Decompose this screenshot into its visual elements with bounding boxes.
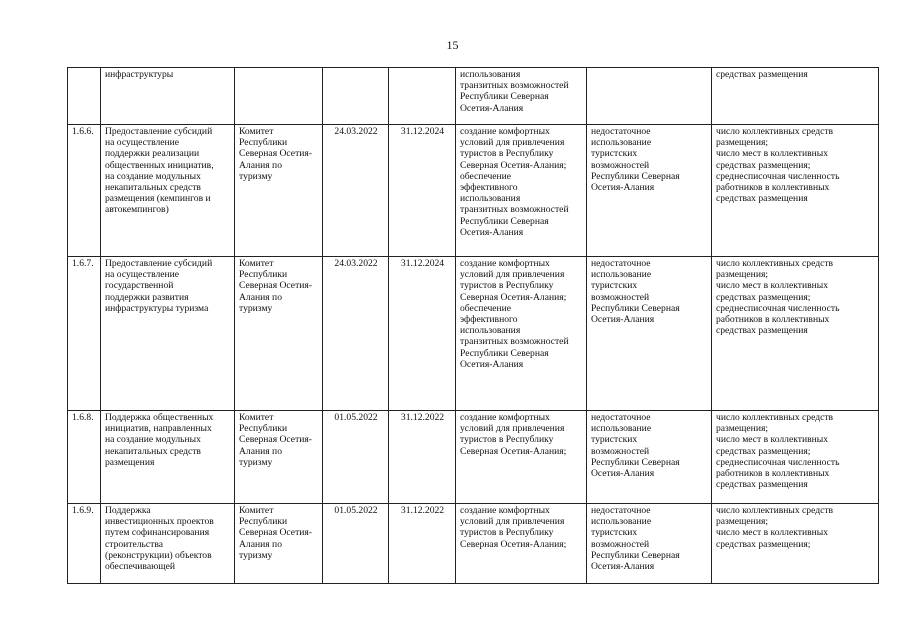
indicator-cell xyxy=(712,411,879,504)
cell-text-line: туристов в Республику xyxy=(460,434,554,446)
end-date-cell xyxy=(389,257,456,411)
executor-cell xyxy=(235,68,323,125)
indicator-cell xyxy=(712,504,879,584)
cell-text-line: Поддержка xyxy=(105,505,151,516)
cell-text-line: Алания по xyxy=(239,159,282,171)
cell-text-line: число коллективных средств xyxy=(716,412,834,423)
cell-text-line: некапитальных средств xyxy=(105,445,201,457)
table-row xyxy=(68,257,879,411)
cell-text-line: размещения; xyxy=(716,516,769,528)
table-row xyxy=(68,125,879,257)
cell-text-line: Осетия-Алания xyxy=(591,314,655,326)
cell-text: 1.6.9. xyxy=(72,505,94,516)
consequence-cell xyxy=(587,411,712,504)
page-number: 15 xyxy=(446,38,459,52)
cell-text-line: число коллективных средств xyxy=(716,126,834,137)
cell-text-line: поддержки реализации xyxy=(105,148,200,160)
cell-text-line: Предоставление субсидий xyxy=(105,258,213,269)
cell-text-line: работников в коллективных xyxy=(716,468,830,480)
cell-text-line: туризму xyxy=(239,302,273,314)
cell-text-line: среднесписочная численность xyxy=(716,170,840,182)
cell-text-line: обеспечивающей xyxy=(105,561,176,573)
cell-text-line: использования xyxy=(460,325,521,337)
cell-text: 01.05.2022 xyxy=(334,412,378,423)
cell-text-line: инвестиционных проектов xyxy=(105,516,214,528)
cell-text-line: использования xyxy=(460,69,521,80)
indicator-cell xyxy=(712,125,879,257)
cell-text-line: Республики Северная xyxy=(591,170,680,182)
cell-text-line: Республики xyxy=(239,423,288,435)
cell-text: 24.03.2022 xyxy=(334,258,378,269)
cell-text-line: средствах размещения xyxy=(716,69,808,80)
cell-text-line: некапитальных средств xyxy=(105,182,201,194)
cell-text-line: Республики Северная xyxy=(460,347,549,359)
cell-text-line: средствах размещения; xyxy=(716,445,811,457)
cell-text-line: средствах размещения xyxy=(716,325,808,337)
cell-text-line: на создание модульных xyxy=(105,170,201,182)
cell-text-line: общественных инициатив, xyxy=(105,159,214,171)
cell-text: 1.6.6. xyxy=(72,126,94,137)
cell-text-line: Комитет xyxy=(239,258,274,269)
table-row xyxy=(68,504,879,584)
table-row xyxy=(68,411,879,504)
cell-text-line: использование xyxy=(591,423,652,435)
cell-text-line: недостаточное xyxy=(591,412,651,423)
cell-text-line: условий для привлечения xyxy=(460,137,565,149)
cell-text-line: автокемпингов) xyxy=(105,204,169,216)
cell-text-line: транзитных возможностей xyxy=(460,336,569,348)
cell-text-line: число мест в коллективных xyxy=(716,148,828,160)
cell-text-line: транзитных возможностей xyxy=(460,204,569,216)
measure-name-cell xyxy=(101,504,235,584)
cell-text-line: Республики xyxy=(239,269,288,281)
cell-text-line: туристских xyxy=(591,280,638,292)
start-date-cell xyxy=(323,68,389,125)
cell-text-line: возможностей xyxy=(591,291,650,303)
cell-text-line: государственной xyxy=(105,280,174,292)
cell-text-line: Северная Осетия- xyxy=(239,280,313,292)
cell-text-line: Комитет xyxy=(239,505,274,516)
cell-text-line: недостаточное xyxy=(591,505,651,516)
cell-text-line: туризму xyxy=(239,170,273,182)
measure-name-cell xyxy=(101,125,235,257)
cell-text-line: Осетия-Алания xyxy=(460,358,524,370)
cell-text: 31.12.2024 xyxy=(400,126,445,137)
cell-text: 31.12.2022 xyxy=(400,412,445,423)
measure-name-cell xyxy=(101,68,235,125)
cell-text-line: Осетия-Алания xyxy=(591,468,655,480)
expected-result-cell xyxy=(456,257,587,411)
cell-text-line: туристских xyxy=(591,148,638,160)
cell-text-line: Республики Северная xyxy=(591,549,680,561)
cell-text-line: на создание модульных xyxy=(105,434,201,446)
cell-text-line: туристов в Республику xyxy=(460,148,554,160)
table-row xyxy=(68,68,879,125)
executor-cell xyxy=(235,411,323,504)
cell-text-line: число мест в коллективных xyxy=(716,434,828,446)
cell-text-line: возможностей xyxy=(591,159,650,171)
cell-text-line: Северная Осетия-Алания; xyxy=(460,159,567,171)
consequence-cell xyxy=(587,257,712,411)
cell-text-line: размещения; xyxy=(716,137,769,149)
cell-text-line: Предоставление субсидий xyxy=(105,126,213,137)
cell-text-line: число мест в коллективных xyxy=(716,527,828,539)
cell-text-line: размещения; xyxy=(716,423,769,435)
cell-text-line: средствах размещения; xyxy=(716,291,811,303)
cell-text-line: средствах размещения; xyxy=(716,538,811,550)
start-date-cell xyxy=(323,257,389,411)
cell-text-line: обеспечение xyxy=(460,302,512,314)
cell-text-line: туристских xyxy=(591,434,638,446)
cell-text-line: Северная Осетия-Алания; xyxy=(460,445,567,457)
cell-text-line: использование xyxy=(591,269,652,281)
cell-text-line: возможностей xyxy=(591,538,650,550)
cell-text-line: Республики Северная xyxy=(591,302,680,314)
end-date-cell xyxy=(389,411,456,504)
cell-text-line: Поддержка общественных xyxy=(105,412,214,423)
cell-text-line: использование xyxy=(591,516,652,528)
cell-text-line: обеспечение xyxy=(460,170,512,182)
cell-text-line: средствах размещения; xyxy=(716,159,811,171)
cell-text-line: среднесписочная численность xyxy=(716,302,840,314)
executor-cell xyxy=(235,125,323,257)
cell-text: 31.12.2024 xyxy=(400,258,445,269)
cell-text-line: Осетия-Алания xyxy=(591,561,655,573)
cell-text-line: условий для привлечения xyxy=(460,516,565,528)
cell-text-line: работников в коллективных xyxy=(716,314,830,326)
cell-text: 01.05.2022 xyxy=(334,505,378,516)
cell-text-line: средствах размещения xyxy=(716,479,808,491)
cell-text-line: Алания по xyxy=(239,291,282,303)
cell-text-line: число коллективных средств xyxy=(716,505,834,516)
cell-text-line: инфраструктуры xyxy=(105,69,174,80)
measure-number-cell xyxy=(68,257,101,411)
cell-text-line: поддержки развития xyxy=(105,291,189,303)
cell-text-line: создание комфортных xyxy=(460,126,550,137)
cell-text-line: Комитет xyxy=(239,412,274,423)
cell-text-line: (реконструкции) объектов xyxy=(105,549,212,561)
cell-text: 31.12.2022 xyxy=(400,505,445,516)
consequence-cell xyxy=(587,125,712,257)
cell-text-line: Северная Осетия-Алания; xyxy=(460,291,567,303)
end-date-cell xyxy=(389,68,456,125)
cell-text-line: Северная Осетия- xyxy=(239,148,313,160)
cell-text-line: создание комфортных xyxy=(460,258,550,269)
indicator-cell xyxy=(712,68,879,125)
cell-text-line: эффективного xyxy=(460,314,518,326)
cell-text-line: инициатив, направленных xyxy=(105,423,212,435)
cell-text-line: число мест в коллективных xyxy=(716,280,828,292)
cell-text-line: инфраструктуры туризма xyxy=(105,302,209,314)
cell-text-line: условий для привлечения xyxy=(460,423,565,435)
cell-text-line: размещения; xyxy=(716,269,769,281)
cell-text-line: Комитет xyxy=(239,126,274,137)
cell-text-line: средствах размещения xyxy=(716,193,808,205)
cell-text-line: туризму xyxy=(239,456,273,468)
cell-text-line: условий для привлечения xyxy=(460,269,565,281)
cell-text-line: создание комфортных xyxy=(460,505,550,516)
cell-text-line: число коллективных средств xyxy=(716,258,834,269)
start-date-cell xyxy=(323,411,389,504)
cell-text-line: размещения (кемпингов и xyxy=(105,193,211,205)
cell-text-line: туристов в Республику xyxy=(460,280,554,292)
expected-result-cell xyxy=(456,411,587,504)
cell-text-line: Республики Северная xyxy=(591,456,680,468)
measure-name-cell xyxy=(101,257,235,411)
cell-text: 1.6.8. xyxy=(72,412,94,423)
cell-text-line: размещения xyxy=(105,456,155,468)
expected-result-cell xyxy=(456,125,587,257)
start-date-cell xyxy=(323,504,389,584)
cell-text-line: Осетия-Алания xyxy=(460,226,524,238)
cell-text-line: Северная Осетия- xyxy=(239,434,313,446)
cell-text-line: транзитных возможностей xyxy=(460,80,569,92)
cell-text-line: Республики xyxy=(239,137,288,149)
cell-text-line: Алания по xyxy=(239,538,282,550)
cell-text-line: на осуществление xyxy=(105,137,180,149)
measure-number-cell xyxy=(68,68,101,125)
consequence-cell xyxy=(587,68,712,125)
cell-text: 1.6.7. xyxy=(72,258,94,269)
cell-text-line: Северная Осетия-Алания; xyxy=(460,538,567,550)
cell-text-line: Республики xyxy=(239,516,288,528)
cell-text-line: работников в коллективных xyxy=(716,182,830,194)
measures-table xyxy=(67,67,879,584)
cell-text-line: туристов в Республику xyxy=(460,527,554,539)
cell-text-line: недостаточное xyxy=(591,126,651,137)
expected-result-cell xyxy=(456,504,587,584)
cell-text-line: эффективного xyxy=(460,182,518,194)
cell-text-line: туристских xyxy=(591,527,638,539)
cell-text-line: Северная Осетия- xyxy=(239,527,313,539)
table-body xyxy=(68,68,879,584)
indicator-cell xyxy=(712,257,879,411)
measure-number-cell xyxy=(68,504,101,584)
executor-cell xyxy=(235,504,323,584)
executor-cell xyxy=(235,257,323,411)
measure-number-cell xyxy=(68,125,101,257)
cell-text-line: использование xyxy=(591,137,652,149)
cell-text-line: строительства xyxy=(105,538,164,550)
cell-text-line: на осуществление xyxy=(105,269,180,281)
cell-text-line: Республики Северная xyxy=(460,215,549,227)
cell-text-line: использования xyxy=(460,193,521,205)
cell-text-line: возможностей xyxy=(591,445,650,457)
cell-text-line: Осетия-Алания xyxy=(460,102,524,114)
end-date-cell xyxy=(389,125,456,257)
cell-text-line: туризму xyxy=(239,549,273,561)
cell-text-line: недостаточное xyxy=(591,258,651,269)
cell-text: 24.03.2022 xyxy=(334,126,378,137)
cell-text-line: Осетия-Алания xyxy=(591,182,655,194)
measure-name-cell xyxy=(101,411,235,504)
cell-text-line: путем софинансирования xyxy=(105,527,210,539)
expected-result-cell xyxy=(456,68,587,125)
consequence-cell xyxy=(587,504,712,584)
cell-text-line: среднесписочная численность xyxy=(716,456,840,468)
cell-text-line: Алания по xyxy=(239,445,282,457)
measure-number-cell xyxy=(68,411,101,504)
cell-text-line: создание комфортных xyxy=(460,412,550,423)
cell-text-line: Республики Северная xyxy=(460,91,549,103)
start-date-cell xyxy=(323,125,389,257)
end-date-cell xyxy=(389,504,456,584)
